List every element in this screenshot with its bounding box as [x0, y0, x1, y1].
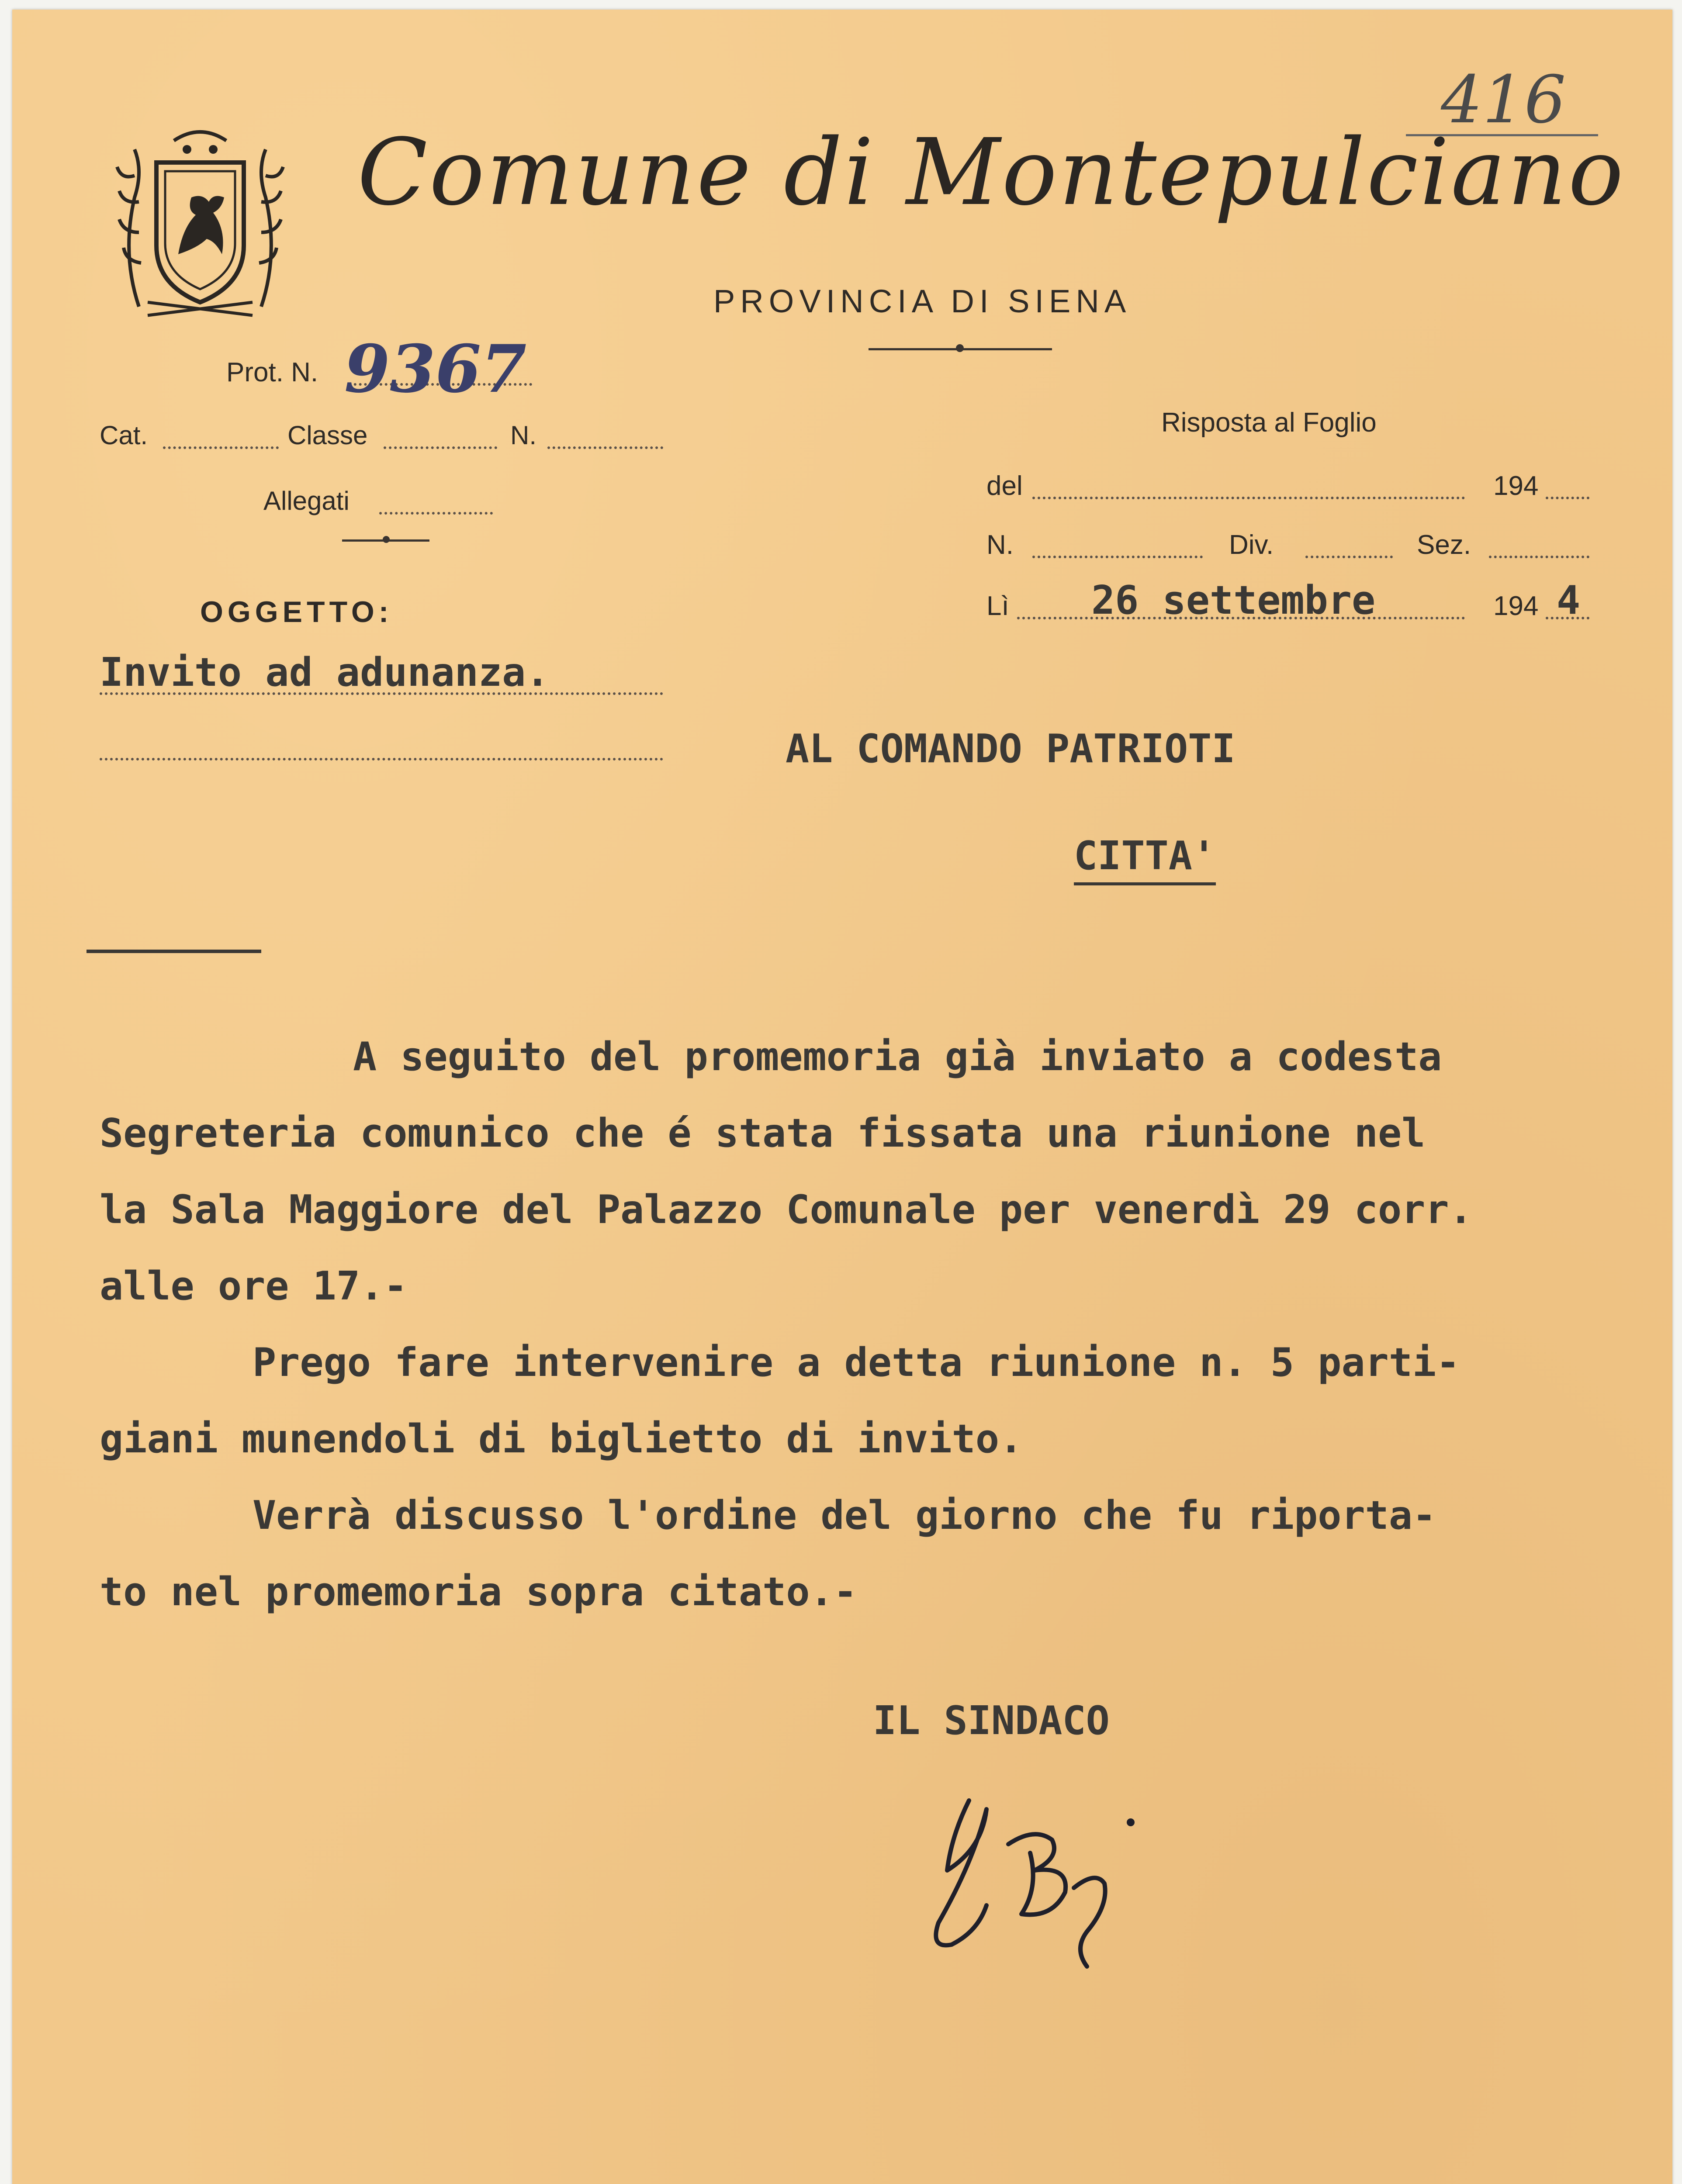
body-line-7: Verrà discusso l'ordine del giorno che fu riporta-	[253, 1493, 1436, 1538]
body-line-4: alle ore 17.-	[100, 1263, 408, 1309]
prot-number-value: 9367	[344, 331, 527, 408]
n-label: N.	[510, 421, 536, 450]
handwritten-signature	[921, 1783, 1148, 1980]
municipality-title: Comune di Montepulciano	[357, 119, 1625, 226]
sez-dotline	[1489, 556, 1589, 558]
li-year-suffix: 4	[1557, 577, 1581, 623]
document-sheet	[12, 10, 1672, 2184]
div-label: Div.	[1229, 530, 1274, 560]
body-line-5: Prego fare intervenire a detta riunione n. 5 parti-	[253, 1340, 1460, 1386]
li-year-dotline	[1546, 617, 1589, 619]
right-n-label: N.	[986, 530, 1014, 560]
oggetto-label: OGGETTO:	[200, 595, 393, 629]
classe-dotline	[384, 446, 497, 449]
recipient-line-1: AL COMANDO PATRIOTI	[786, 726, 1236, 772]
body-line-8: to nel promemoria sopra citato.-	[100, 1569, 857, 1615]
body-line-1: A seguito del promemoria già inviato a codesta	[353, 1034, 1442, 1080]
del-label: del	[986, 471, 1023, 501]
del-year-prefix: 194	[1493, 471, 1539, 501]
allegati-dotline	[379, 512, 493, 515]
cat-label: Cat.	[100, 421, 148, 450]
div-dotline	[1305, 556, 1393, 558]
del-year-dotline	[1546, 497, 1589, 499]
oggetto-dotline-1	[100, 692, 663, 695]
coat-of-arms-icon	[108, 123, 292, 324]
n-dotline	[547, 446, 663, 449]
cat-dotline	[163, 446, 279, 449]
header-divider-dot	[956, 344, 964, 352]
allegati-label: Allegati	[263, 486, 350, 515]
letter-date: 26 settembre	[1091, 577, 1376, 623]
right-n-dotline	[1032, 556, 1203, 558]
recipient-line-2: CITTA'	[1074, 833, 1216, 885]
prot-label: Prot. N.	[226, 357, 318, 387]
archive-number: 416	[1441, 62, 1566, 138]
risposta-label: Risposta al Foglio	[1161, 408, 1377, 438]
body-line-6: giani munendoli di biglietto di invito.	[100, 1416, 1023, 1462]
oggetto-dotline-2	[100, 758, 663, 760]
classe-label: Classe	[287, 421, 368, 450]
oggetto-value: Invito ad adunanza.	[100, 650, 550, 695]
sez-label: Sez.	[1417, 530, 1471, 560]
li-label: Lì	[986, 591, 1009, 621]
section-rule	[87, 950, 261, 953]
signature-title: IL SINDACO	[873, 1698, 1110, 1744]
del-dotline	[1032, 497, 1465, 499]
province-subtitle: PROVINCIA DI SIENA	[713, 283, 1132, 319]
body-line-2: Segreteria comunico che é stata fissata una riunione nel	[100, 1110, 1426, 1156]
allegati-divider-dot	[383, 536, 390, 543]
body-line-3: la Sala Maggiore del Palazzo Comunale per venerdì 29 corr.	[100, 1187, 1473, 1233]
li-year-prefix: 194	[1493, 591, 1539, 621]
